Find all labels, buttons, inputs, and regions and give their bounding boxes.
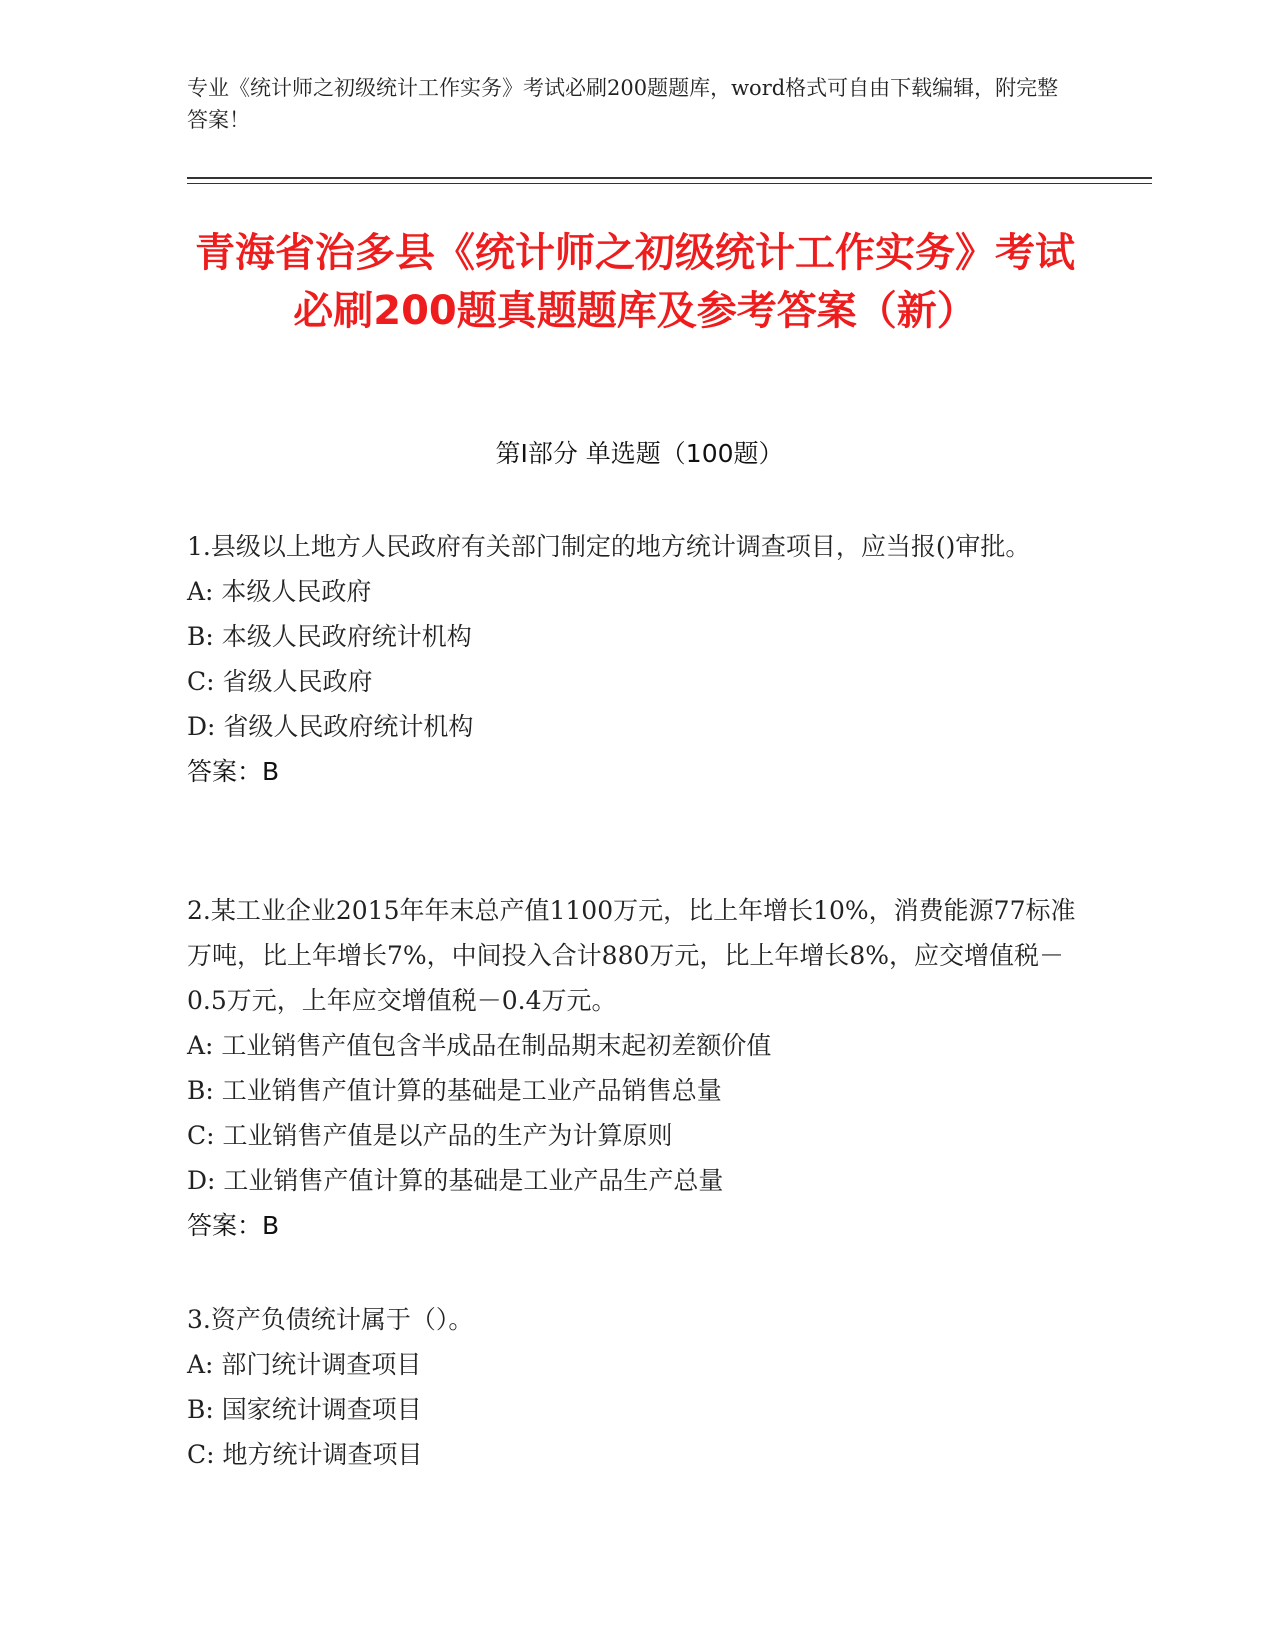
option-a: A: 本级人民政府 xyxy=(187,577,372,606)
question-stem: 2.某工业企业2015年年末总产值1100万元，比上年增长10%，消费能源77标准万吨，比上年增长7%，中间投入合计880万元，比上年增长8%，应交增值税－0.5万元，上年应交增值税－0.4万元。 xyxy=(187,896,1076,1015)
option-b: B: 工业销售产值计算的基础是工业产品销售总量 xyxy=(187,1076,722,1105)
question-3 xyxy=(187,1297,1092,1477)
question-2 xyxy=(187,888,1092,1248)
question-stem: 1.县级以上地方人民政府有关部门制定的地方统计调查项目，应当报()审批。 xyxy=(187,532,1031,561)
option-b: B: 国家统计调查项目 xyxy=(187,1395,422,1424)
answer: 答案：B xyxy=(187,1211,280,1240)
option-c: C: 省级人民政府 xyxy=(187,667,373,696)
option-d: D: 工业销售产值计算的基础是工业产品生产总量 xyxy=(187,1166,724,1195)
section-title: 第I部分 单选题（100题） xyxy=(495,439,784,468)
option-c: C: 工业销售产值是以产品的生产为计算原则 xyxy=(187,1121,673,1150)
answer: 答案：B xyxy=(187,757,280,786)
option-a: A: 工业销售产值包含半成品在制品期末起初差额价值 xyxy=(187,1031,772,1060)
header-note: 专业《统计师之初级统计工作实务》考试必刷200题题库，word格式可自由下载编辑，附完整答案！ xyxy=(187,76,1059,132)
header-rule-thin xyxy=(187,183,1152,184)
option-a: A: 部门统计调查项目 xyxy=(187,1350,422,1379)
question-stem: 3.资产负债统计属于（）。 xyxy=(187,1305,474,1334)
option-b: B: 本级人民政府统计机构 xyxy=(187,622,472,651)
option-d: D: 省级人民政府统计机构 xyxy=(187,712,474,741)
document-title: 青海省治多县《统计师之初级统计工作实务》考试必刷200题真题题库及参考答案（新） xyxy=(195,230,1075,334)
header-rule-thick xyxy=(187,177,1152,179)
option-c: C: 地方统计调查项目 xyxy=(187,1440,423,1469)
question-1 xyxy=(187,524,1092,794)
